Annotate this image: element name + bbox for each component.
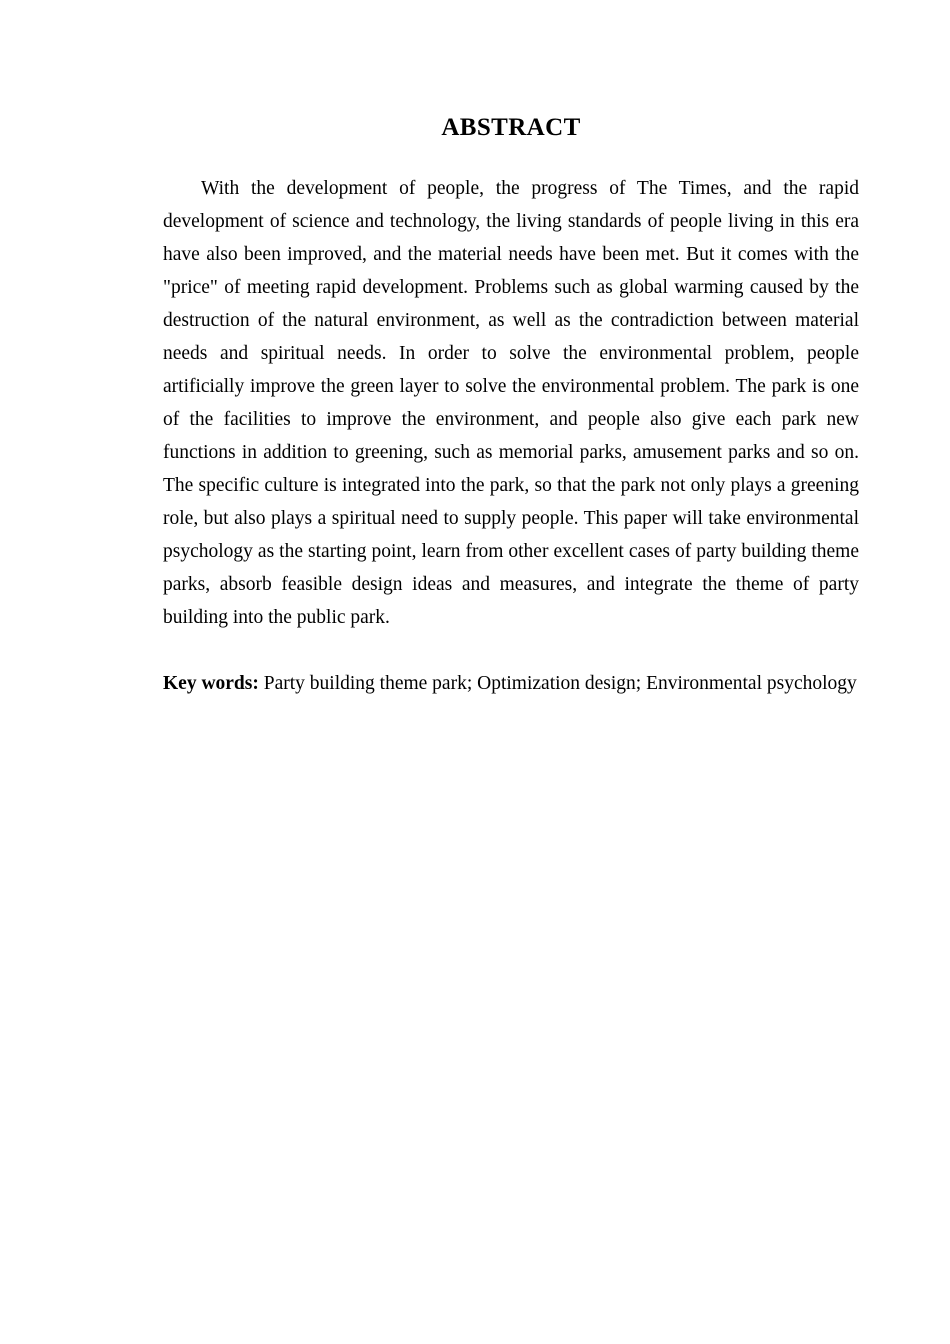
abstract-paragraph: With the development of people, the progress of The Times, and the rapid development of science and technology, the living standards of people living in this era have also been improved, and the material needs have been met. But it comes with the "price" of meeting rapid development. Problems such as global warming caused by the destruction of the natural environment, as well as the contradiction between material needs and spiritual needs. In order to solve the environmental problem, people artificially improve the green layer to solve the environmental problem. The park is one of the facilities to improve the environment, and people also give each park new functions in addition to greening, such as memorial parks, amusement parks and so on. The specific culture is integrated into the park, so that the park not only plays a greening role, but also plays a spiritual need to supply people. This paper will take environmental psychology as the starting point, learn from other excellent cases of party building theme parks, absorb feasible design ideas and measures, and integrate the theme of party building into the public park. — [163, 178, 859, 628]
keywords-value: Party building theme park; Optimization design; Environmental psychology — [258, 673, 857, 694]
keywords-line — [163, 634, 859, 700]
page-title: ABSTRACT — [441, 114, 581, 141]
keywords-label: Key words: — [163, 673, 259, 694]
page-content — [163, 0, 859, 700]
